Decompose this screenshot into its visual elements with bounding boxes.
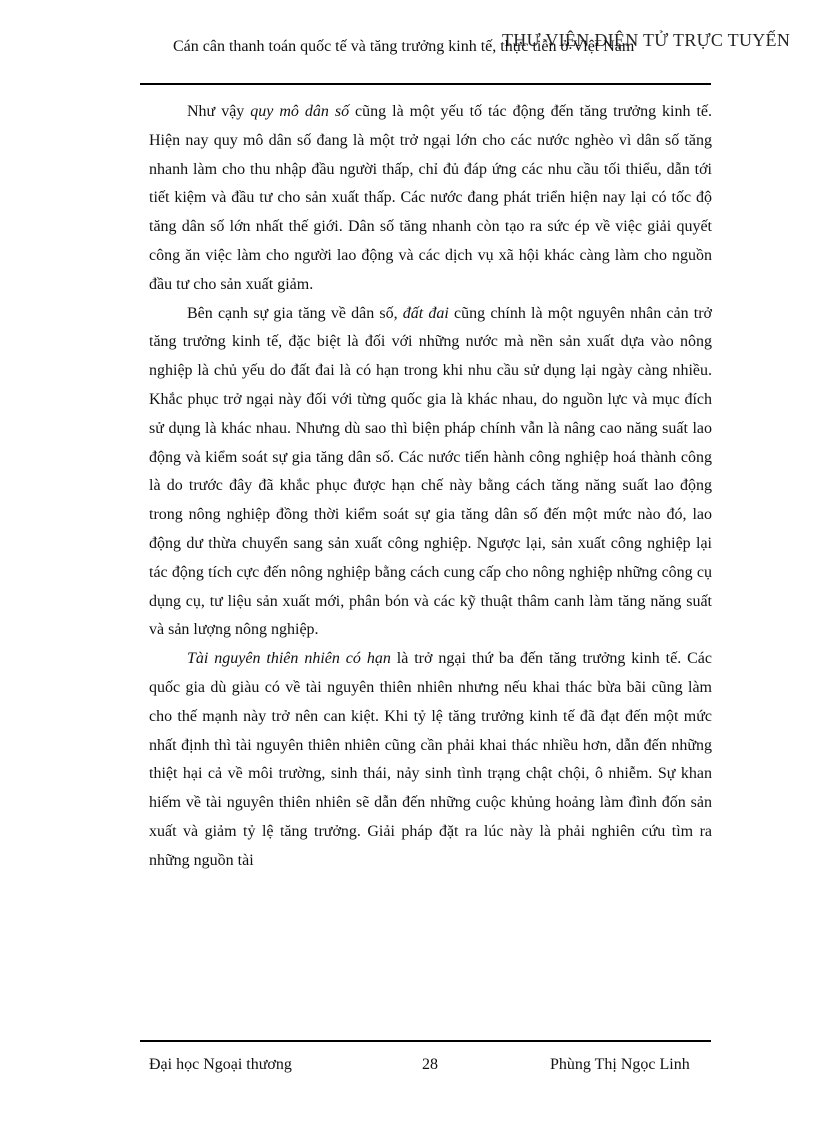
running-header: Cán cân thanh toán quốc tế và tăng trưởng kinh tế, thực tiễn ở Việt Nam: [173, 38, 635, 55]
paragraph-natural-resources: [149, 645, 712, 875]
p1-emphasis: quy mô dân số: [250, 103, 350, 120]
p3-text-b: là trở ngại thứ ba đến tăng trưởng kinh tế. Các quốc gia dù giàu có về tài nguyên thiên nhiên nhưng nếu khai thác bừa bãi cũng làm cho thế mạnh này trở nên can kiệt. Khi tỷ lệ tăng trưởng kinh tế đã đạt đến một mức nhất định thì tài nguyên thiên nhiên cũng cần phải khai thác nhiều hơn, dẫn đến những thiệt hại cả về môi trường, sinh thái, nảy sinh tình trạng chật chội, ô nhiễm. Sự khan hiếm về tài nguyên thiên nhiên sẽ dẫn đến những cuộc khủng hoảng làm đình đốn sản xuất và giảm tỷ lệ tăng trưởng. Giải pháp đặt ra lúc này là phải nghiên cứu tìm ra những nguồn tài: [149, 650, 713, 869]
paragraph-population: [149, 98, 712, 300]
body-text: [149, 98, 712, 876]
p2-text-a: Bên cạnh sự gia tăng về dân số,: [187, 304, 403, 322]
footer-author: Phùng Thị Ngọc Linh: [550, 1056, 690, 1073]
p3-emphasis: Tài nguyên thiên nhiên có hạn: [187, 650, 391, 668]
page-number: 28: [422, 1056, 438, 1073]
footer-rule: [140, 1040, 711, 1042]
p2-emphasis: đất đai: [402, 304, 449, 322]
paragraph-land: [149, 300, 712, 646]
watermark: THƯ VIỆN ĐIỆN TỬ TRỰC TUYẾN: [502, 30, 791, 50]
p1-text-a: Như vậy: [187, 103, 251, 120]
header-rule: [140, 83, 711, 85]
footer-institution: Đại học Ngoại thương: [149, 1056, 292, 1073]
p1-text-b: cũng là một yếu tố tác động đến tăng trưởng kinh tế. Hiện nay quy mô dân số đang là một trở ngại lớn cho các nước nghèo vì dân số tăng nhanh làm cho thu nhập đầu người thấp, chỉ đủ đáp ứng các nhu cầu tối thiểu, dẫn tới tiết kiệm và đầu tư cho sản xuất thấp. Các nước đang phát triển hiện nay lại có tốc độ tăng dân số lớn nhất thế giới. Dân số tăng nhanh còn tạo ra sức ép về việc giải quyết công ăn việc làm cho người lao động và các dịch vụ xã hội khác càng làm cho nguồn đầu tư cho sản xuất giảm.: [149, 103, 713, 293]
p2-text-b: cũng chính là một nguyên nhân cản trở tăng trưởng kinh tế, đặc biệt là đối với những nước mà nền sản xuất dựa vào nông nghiệp là chủ yếu do đất đai là có hạn trong khi nhu cầu sử dụng lại ngày càng nhiều. Khắc phục trở ngại này đối với từng quốc gia là khác nhau, do nguồn lực và mục đích sử dụng là khác nhau. Nhưng dù sao thì biện pháp chính vẫn là nâng cao năng suất lao động và kiểm soát sự gia tăng dân số. Các nước tiến hành công nghiệp hoá thành công là do trước đây đã khắc phục được hạn chế này bằng cách tăng năng suất lao động trong nông nghiệp đồng thời kiểm soát sự gia tăng dân số đến một mức nào đó, lao động dư thừa chuyển sang sản xuất công nghiệp. Ngược lại, sản xuất công nghiệp lại tác động tích cực đến nông nghiệp bằng cách cung cấp cho nông nghiệp những công cụ dụng cụ, tư liệu sản xuất mới, phân bón và các kỹ thuật thâm canh làm tăng năng suất và sản lượng nông nghiệp.: [149, 304, 712, 639]
